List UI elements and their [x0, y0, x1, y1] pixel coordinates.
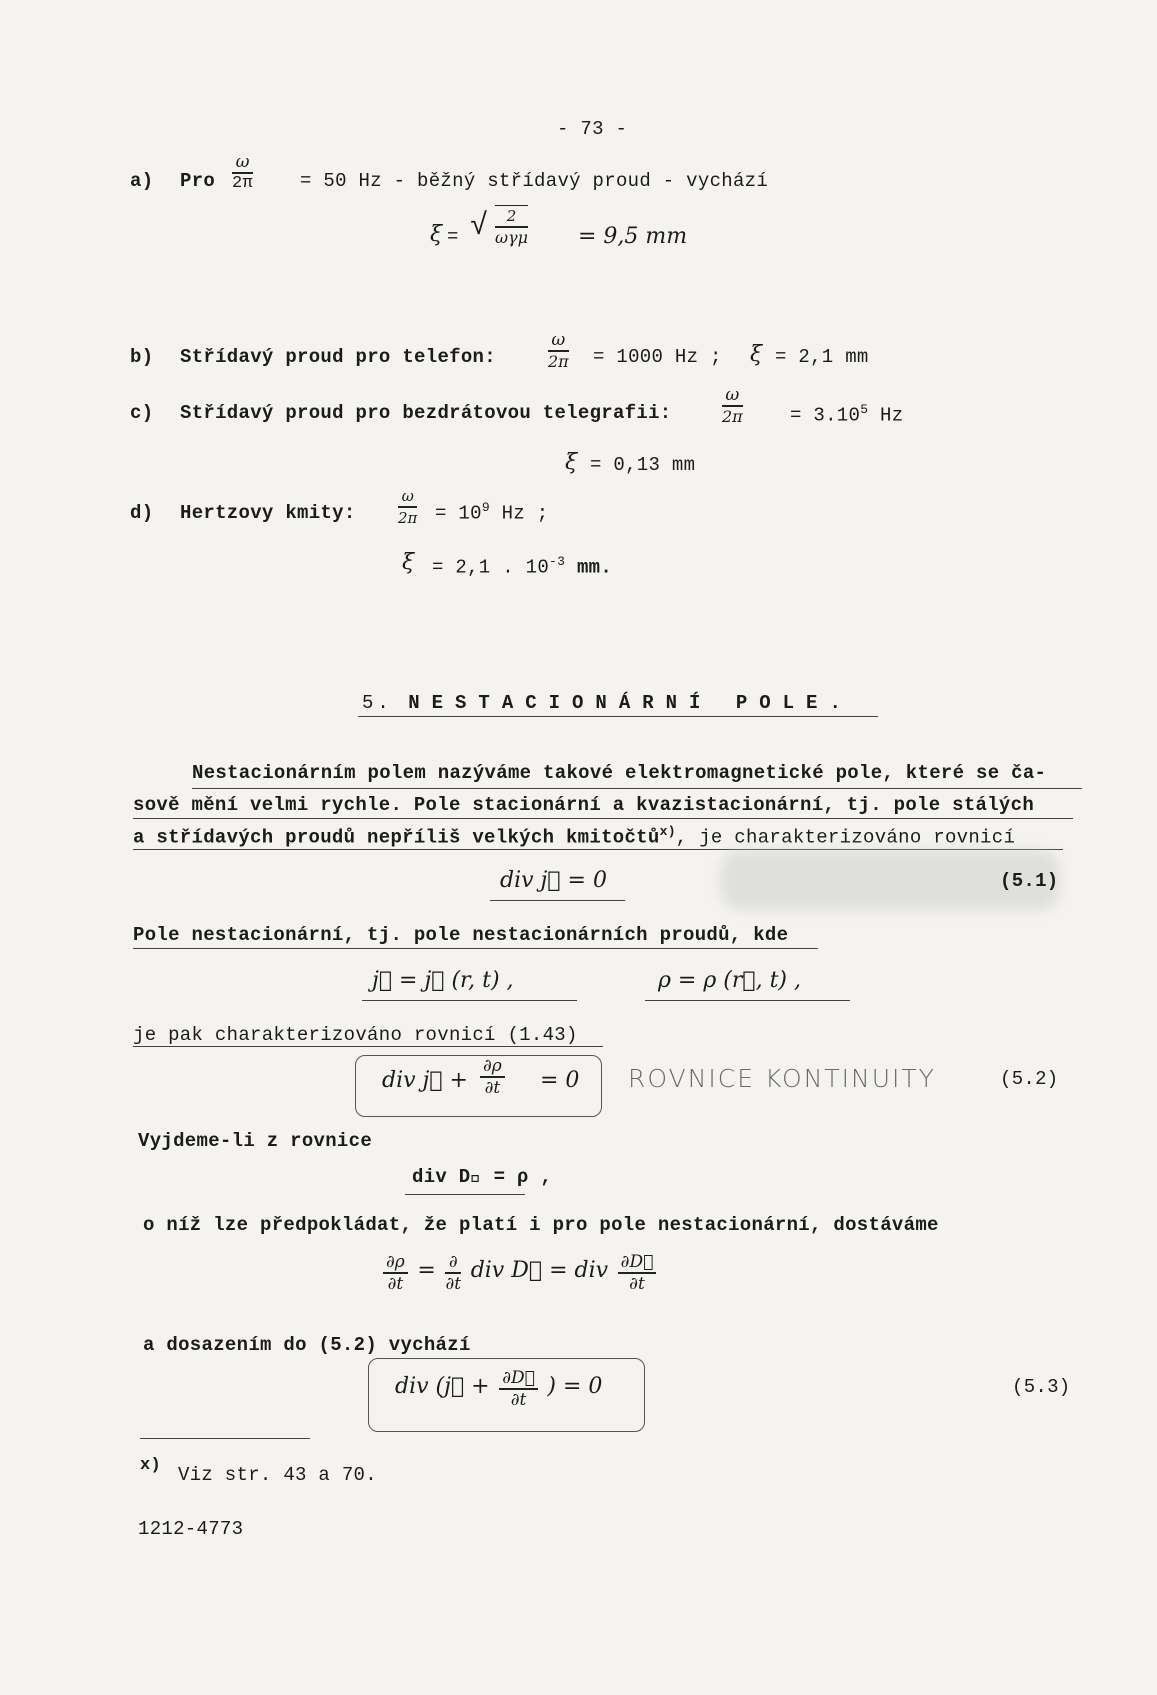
- item-a-sqrt-fraction: [495, 205, 528, 248]
- para2-underline-2: [133, 818, 1073, 819]
- item-a-text-post: = 50 Hz - běžný střídavý proud - vychází: [300, 170, 769, 192]
- para2-line3: [133, 824, 1015, 848]
- para2-line1: Nestacionárním polem nazýváme takové elektromagnetické pole, které se ča-: [192, 762, 1047, 784]
- item-a-sqrt-num: 2: [495, 206, 528, 228]
- item-c-xi: ξ: [565, 450, 578, 475]
- eq53-frac-num: ∂D⃗: [499, 1368, 538, 1390]
- section-number: 5.: [362, 692, 393, 714]
- item-c-text: Střídavý proud pro bezdrátovou telegrafii:: [180, 402, 672, 424]
- item-d-label: d): [130, 502, 154, 524]
- para4: je pak charakterizováno rovnicí (1.43): [133, 1024, 578, 1046]
- item-d-xi-exp: -3: [549, 554, 566, 569]
- item-d-value-exp: 9: [481, 500, 490, 515]
- eq-deriv-f2-num: ∂: [445, 1252, 461, 1274]
- item-c-value: [790, 402, 903, 426]
- item-d-text: Hertzovy kmity:: [180, 502, 356, 524]
- footnote-rule: [140, 1438, 310, 1439]
- para3: Pole nestacionární, tj. pole nestacionárních proudů, kde: [133, 924, 789, 946]
- doc-code: 1212-4773: [138, 1518, 244, 1540]
- item-b-frac-num: ω: [548, 330, 569, 352]
- section-heading: [362, 692, 853, 714]
- item-a-eq-sign: =: [447, 226, 459, 248]
- item-a-frac-den: 2π: [232, 174, 254, 193]
- item-d-value-base: = 10: [435, 502, 482, 525]
- para4-underline: [133, 1046, 603, 1047]
- item-c-value-base: = 3.10: [790, 404, 861, 427]
- eq53-post: ) = 0: [547, 1374, 603, 1400]
- eq53-formula: [395, 1368, 602, 1410]
- eq-deriv-f3-den: ∂t: [629, 1274, 645, 1294]
- eq-deriv: [383, 1252, 656, 1294]
- item-b-xi: ξ: [750, 342, 763, 367]
- section-underline: [358, 716, 878, 717]
- item-b-frac-den: 2π: [548, 352, 569, 371]
- item-b-xi-value: = 2,1 mm: [775, 346, 869, 368]
- eq52-lhs: div j⃗ +: [382, 1068, 468, 1093]
- eq51-formula: div j⃗ = 0: [500, 868, 607, 893]
- item-b-label: b): [130, 346, 154, 368]
- eq-j-underline: [362, 1000, 577, 1001]
- eq52-frac-den: ∂t: [484, 1078, 501, 1098]
- item-a-result: = 9,5 mm: [578, 224, 688, 249]
- para2-line3-sup: x): [659, 824, 676, 839]
- eq52-fraction: [480, 1056, 505, 1098]
- eq-deriv-f1-den: ∂t: [387, 1274, 404, 1294]
- item-d-xi: ξ: [402, 550, 415, 575]
- item-d-value: [435, 500, 548, 524]
- eq51-number: (5.1): [1000, 870, 1059, 892]
- eq53-pre: div (j⃗ +: [395, 1374, 490, 1400]
- item-d-frac-num: ω: [398, 486, 417, 508]
- eq52-handnote: ROVNICE KONTINUITY: [628, 1064, 936, 1093]
- eq-deriv-f3-num: ∂D⃗: [618, 1252, 657, 1274]
- eq52-number: (5.2): [1000, 1068, 1059, 1090]
- item-a-text-pre: Pro: [180, 170, 216, 192]
- item-a-fraction: [232, 152, 253, 194]
- para7: a dosazením do (5.2) vychází: [143, 1334, 471, 1356]
- page-number: - 73 -: [557, 118, 628, 140]
- eq52-frac-num: ∂ρ: [480, 1056, 505, 1078]
- eq52-rhs: = 0: [540, 1068, 580, 1093]
- eq51-underline: [490, 900, 625, 901]
- eq-rho-underline: [645, 1000, 850, 1001]
- item-b-text: Střídavý proud pro telefon:: [180, 346, 496, 368]
- para5: Vyjdeme-li z rovnice: [138, 1130, 373, 1152]
- para2-underline-1: [192, 788, 1082, 789]
- item-c-frac-num: ω: [722, 385, 743, 407]
- eq-deriv-mid: div D⃗ = div: [470, 1258, 609, 1284]
- eq53-frac-den: ∂t: [510, 1390, 527, 1410]
- eq-deriv-eq1: =: [417, 1258, 436, 1284]
- footnote-text: Viz str. 43 a 70.: [178, 1464, 377, 1486]
- eq53-number: (5.3): [1012, 1376, 1071, 1398]
- para3-underline: [133, 948, 818, 949]
- item-d-fraction: [398, 486, 417, 528]
- item-a-sqrt-den: ωγμ: [495, 228, 529, 247]
- item-c-xi-value: = 0,13 mm: [590, 454, 696, 476]
- item-c-value-unit: Hz: [880, 404, 904, 427]
- eq-deriv-f2-den: ∂t: [445, 1274, 462, 1294]
- item-c-value-exp: 5: [860, 402, 869, 417]
- sqrt-icon: √: [470, 210, 489, 244]
- item-d-xi-value: [432, 554, 612, 578]
- item-b-fraction: [548, 330, 569, 372]
- item-d-xi-base: = 2,1 . 10: [432, 556, 550, 579]
- para2-line2: sově mění velmi rychle. Pole stacionární a kvazistacionární, tj. pole stálých: [133, 794, 1035, 816]
- eq-divD: div D⃗ = ρ ,: [412, 1166, 553, 1188]
- eq-deriv-f1-num: ∂ρ: [383, 1252, 408, 1274]
- item-c-label: c): [130, 402, 154, 424]
- item-d-value-unit: Hz ;: [501, 502, 549, 525]
- section-title: NESTACIONÁRNÍ POLE.: [408, 692, 853, 714]
- footnote-mark: x): [140, 1456, 162, 1475]
- para2-line3-post: , je charakterizováno rovnicí: [675, 826, 1016, 849]
- item-a-xi: ξ: [430, 222, 443, 247]
- item-b-value: = 1000 Hz ;: [593, 346, 722, 368]
- item-c-frac-den: 2π: [722, 407, 743, 426]
- item-d-xi-unit: mm.: [576, 556, 613, 579]
- eq-j: j⃗ = j⃗ (r, t) ,: [372, 968, 514, 993]
- eq-rho: ρ = ρ (r⃗, t) ,: [658, 968, 801, 993]
- para2-line3-pre: a střídavých proudů nepříliš velkých kmitočtů: [133, 826, 660, 849]
- eq-divD-underline: [405, 1194, 525, 1195]
- item-d-frac-den: 2π: [398, 509, 418, 527]
- para6: o níž lze předpokládat, že platí i pro pole nestacionární, dostáváme: [143, 1214, 939, 1236]
- item-a-frac-num: ω: [232, 152, 253, 174]
- item-a-label: a): [130, 170, 154, 192]
- item-c-fraction: [722, 385, 743, 427]
